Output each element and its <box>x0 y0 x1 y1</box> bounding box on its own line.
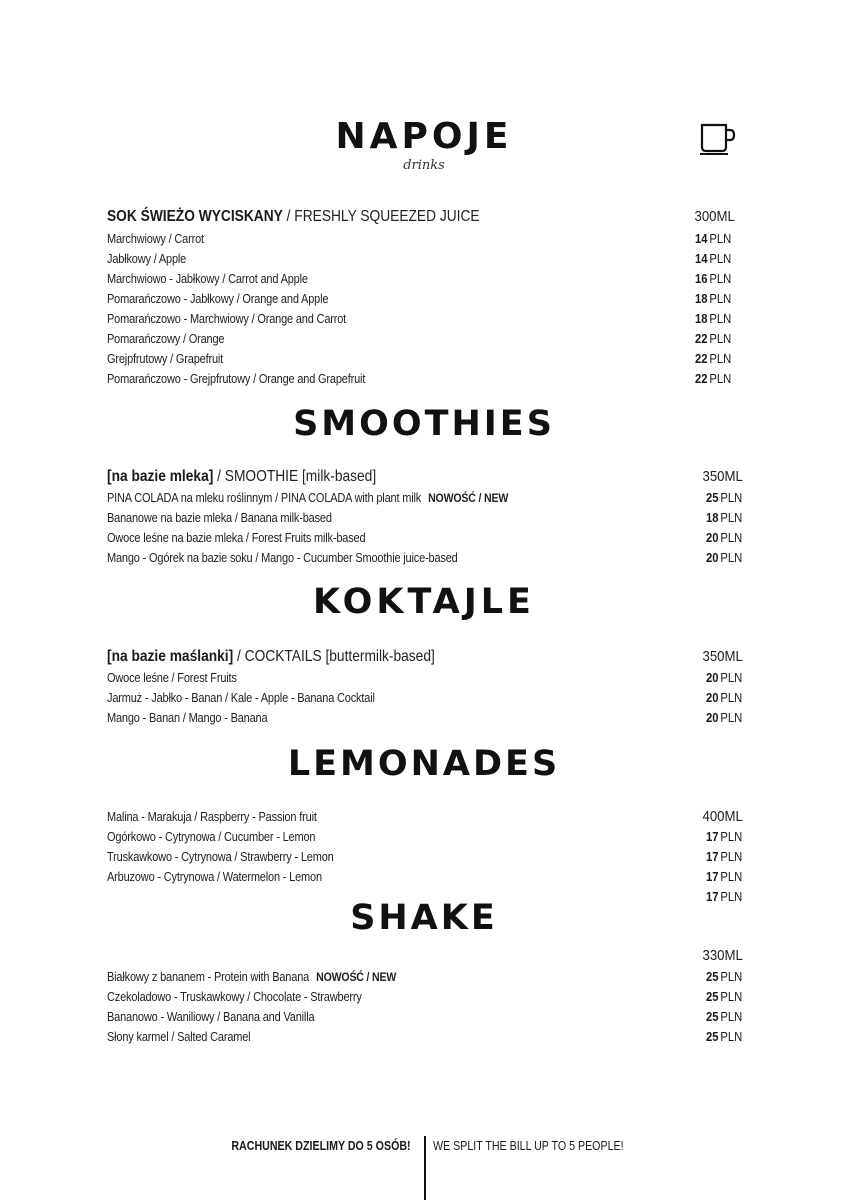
menu-item-label: Pomarańczowy / Orange <box>107 332 225 346</box>
menu-item-name <box>107 229 204 249</box>
menu-item-name <box>107 987 362 1007</box>
menu-item-price <box>695 369 731 389</box>
menu-item-label: Truskawkowo - Cytrynowa / Strawberry - Lemon <box>107 850 334 864</box>
menu-item <box>0 329 848 349</box>
menu-item-label: Grejpfrutowy / Grapefruit <box>107 352 224 366</box>
smoothies-heading: [na bazie mleka] / SMOOTHIE [milk-based] <box>107 468 377 485</box>
menu-item-name <box>107 528 365 548</box>
menu-item <box>0 708 848 728</box>
price-amount: 17 <box>705 850 719 864</box>
price-amount: 17 <box>705 830 719 844</box>
menu-item-label: Pomarańczowo - Jabłkowy / Orange and Apple <box>107 292 329 306</box>
menu-item-name <box>107 688 375 708</box>
cup-icon <box>700 123 736 155</box>
menu-item-label: Jarmuż - Jabłko - Banan / Kale - Apple - Banana Cocktail <box>107 691 375 705</box>
price-amount: 14 <box>694 252 708 266</box>
price-currency: PLN <box>720 711 742 725</box>
menu-item <box>0 229 848 249</box>
menu-item-price <box>695 309 731 329</box>
price-amount: 25 <box>705 970 719 984</box>
price-amount: 22 <box>694 332 708 346</box>
price-amount: 25 <box>705 1010 719 1024</box>
menu-item-price <box>706 1007 742 1027</box>
price-amount: 18 <box>694 312 708 326</box>
menu-item-name <box>107 708 267 728</box>
price-amount: 18 <box>705 511 719 525</box>
menu-item <box>0 269 848 289</box>
menu-item-name <box>107 289 328 309</box>
menu-item-name <box>107 668 237 688</box>
price-amount: 17 <box>705 890 719 904</box>
price-amount: 16 <box>694 272 708 286</box>
menu-item-price <box>706 967 742 987</box>
menu-item <box>0 967 848 987</box>
menu-item-price <box>706 548 742 568</box>
price-amount: 25 <box>705 1030 719 1044</box>
menu-item-name <box>107 548 458 568</box>
juice-heading: SOK ŚWIEŻO WYCISKANY / FRESHLY SQUEEZED JUICE <box>107 208 480 225</box>
price-currency: PLN <box>720 890 742 904</box>
menu-item-label: Słony karmel / Salted Caramel <box>107 1030 251 1044</box>
menu-item-label: Marchwiowo - Jabłkowy / Carrot and Apple <box>107 272 308 286</box>
price-amount: 14 <box>694 232 708 246</box>
menu-item-label: Bananowo - Waniliowy / Banana and Vanilla <box>107 1010 315 1024</box>
price-currency: PLN <box>709 312 731 326</box>
menu-item-name <box>107 249 186 269</box>
price-currency: PLN <box>720 671 742 685</box>
menu-item-price <box>695 269 731 289</box>
price-currency: PLN <box>720 1030 742 1044</box>
menu-item-price <box>706 508 742 528</box>
menu-item <box>0 807 848 827</box>
menu-item-label: Pomarańczowo - Grejpfrutowy / Orange and Grapefruit <box>107 372 366 386</box>
menu-item-label: Mango - Banan / Mango - Banana <box>107 711 268 725</box>
price-currency: PLN <box>720 531 742 545</box>
price-amount: 20 <box>705 551 719 565</box>
juice-volume: 300ML <box>694 208 735 225</box>
price-amount: 22 <box>694 372 708 386</box>
price-amount: 25 <box>705 990 719 1004</box>
menu-item <box>0 528 848 548</box>
price-amount: 22 <box>694 352 708 366</box>
menu-item-label: Owoce leśne / Forest Fruits <box>107 671 237 685</box>
menu-item <box>0 867 848 887</box>
menu-item-label: Bananowe na bazie mleka / Banana milk-based <box>107 511 332 525</box>
menu-item-name <box>107 807 317 827</box>
menu-item <box>0 309 848 329</box>
price-amount: 18 <box>694 292 708 306</box>
price-currency: PLN <box>720 990 742 1004</box>
menu-item <box>0 488 848 508</box>
juice-header <box>0 206 848 228</box>
menu-item-name <box>107 1007 314 1027</box>
price-currency: PLN <box>720 1010 742 1024</box>
menu-item-price <box>706 867 742 887</box>
new-badge: NOWOŚĆ / NEW <box>316 970 397 984</box>
menu-item-price <box>706 847 742 867</box>
price-currency: PLN <box>720 870 742 884</box>
menu-item-price <box>695 329 731 349</box>
menu-item-name <box>107 369 365 389</box>
menu-item-name <box>107 847 334 867</box>
lemonades-title: LEMONADES <box>287 744 561 784</box>
menu-item-name <box>107 508 332 528</box>
menu-item-name <box>107 309 346 329</box>
koktajle-volume: 350ML <box>702 648 743 665</box>
shake-header <box>0 945 848 967</box>
menu-item <box>0 987 848 1007</box>
menu-item-label: Mango - Ogórek na bazie soku / Mango - Cucumber Smoothie juice-based <box>107 551 458 565</box>
menu-item-label: Czekoladowo - Truskawkowy / Chocolate - Strawberry <box>107 990 362 1004</box>
menu-item-label: Jabłkowy / Apple <box>107 252 187 266</box>
price-amount: 17 <box>705 870 719 884</box>
lemonades-volume: 400ML <box>702 808 743 825</box>
menu-item <box>0 688 848 708</box>
price-amount: 25 <box>705 491 719 505</box>
menu-item-label: Ogórkowo - Cytrynowa / Cucumber - Lemon <box>107 830 316 844</box>
menu-item-price <box>695 349 731 369</box>
price-amount: 20 <box>705 711 719 725</box>
koktajle-heading: [na bazie maślanki] / COCKTAILS [buttermilk-based] <box>107 648 435 665</box>
koktajle-title: KOKTAJLE <box>313 582 535 622</box>
price-currency: PLN <box>720 830 742 844</box>
price-currency: PLN <box>720 511 742 525</box>
menu-item-label: Arbuzowo - Cytrynowa / Watermelon - Lemon <box>107 870 322 884</box>
price-currency: PLN <box>709 372 731 386</box>
menu-item <box>0 289 848 309</box>
menu-item-price <box>695 289 731 309</box>
price-currency: PLN <box>709 292 731 306</box>
price-currency: PLN <box>720 850 742 864</box>
smoothies-title: SMOOTHIES <box>293 404 555 444</box>
price-currency: PLN <box>709 332 731 346</box>
page-title: NAPOJE <box>335 116 513 157</box>
price-amount: 20 <box>705 531 719 545</box>
menu-item <box>0 548 848 568</box>
price-amount: 20 <box>705 691 719 705</box>
menu-item-name <box>107 349 223 369</box>
menu-item-label: Białkowy z bananem - Protein with Banana <box>107 970 310 984</box>
menu-item-name <box>107 867 322 887</box>
menu-item <box>0 847 848 867</box>
menu-item-name <box>107 488 508 508</box>
koktajle-header <box>0 646 848 668</box>
price-currency: PLN <box>709 272 731 286</box>
menu-item-name <box>107 967 396 987</box>
menu-item-name <box>107 329 224 349</box>
price-currency: PLN <box>709 232 731 246</box>
menu-item <box>0 668 848 688</box>
menu-item-price <box>706 1027 742 1047</box>
menu-item <box>0 369 848 389</box>
price-currency: PLN <box>720 970 742 984</box>
menu-item-label: Malina - Marakuja / Raspberry - Passion fruit <box>107 810 317 824</box>
price-currency: PLN <box>720 491 742 505</box>
menu-item <box>0 508 848 528</box>
menu-item-price <box>695 249 731 269</box>
footer-note-en: WE SPLIT THE BILL UP TO 5 PEOPLE! <box>433 1138 624 1153</box>
footer-divider <box>424 1136 426 1200</box>
shake-title: SHAKE <box>350 898 498 938</box>
menu-item-price <box>706 668 742 688</box>
menu-item-price <box>706 708 742 728</box>
menu-item-price <box>695 229 731 249</box>
menu-item-price <box>706 528 742 548</box>
menu-item-name <box>107 269 308 289</box>
menu-item-label: Marchwiowy / Carrot <box>107 232 204 246</box>
price-currency: PLN <box>709 252 731 266</box>
menu-item <box>0 1027 848 1047</box>
menu-item-price <box>706 827 742 847</box>
new-badge: NOWOŚĆ / NEW <box>428 491 509 505</box>
menu-item-name <box>107 827 315 847</box>
page-subtitle: drinks <box>403 158 445 173</box>
shake-volume: 330ML <box>702 947 743 964</box>
menu-item-label: Owoce leśne na bazie mleka / Forest Fruits milk-based <box>107 531 366 545</box>
menu-item-price <box>706 688 742 708</box>
footer-note-pl: RACHUNEK DZIELIMY DO 5 OSÓB! <box>231 1138 411 1153</box>
menu-item-label: Pomarańczowo - Marchwiowy / Orange and Carrot <box>107 312 347 326</box>
menu-item-name <box>107 1027 250 1047</box>
smoothies-header <box>0 466 848 488</box>
menu-item <box>0 827 848 847</box>
menu-item-price <box>706 987 742 1007</box>
price-currency: PLN <box>720 691 742 705</box>
menu-item <box>0 349 848 369</box>
price-currency: PLN <box>709 352 731 366</box>
menu-item-label: PINA COLADA na mleku roślinnym / PINA COLADA with plant milk <box>107 491 422 505</box>
menu-item <box>0 1007 848 1027</box>
menu-item <box>0 249 848 269</box>
footer <box>0 1136 848 1200</box>
menu-item-price <box>706 488 742 508</box>
price-currency: PLN <box>720 551 742 565</box>
price-amount: 20 <box>705 671 719 685</box>
smoothies-volume: 350ML <box>702 468 743 485</box>
